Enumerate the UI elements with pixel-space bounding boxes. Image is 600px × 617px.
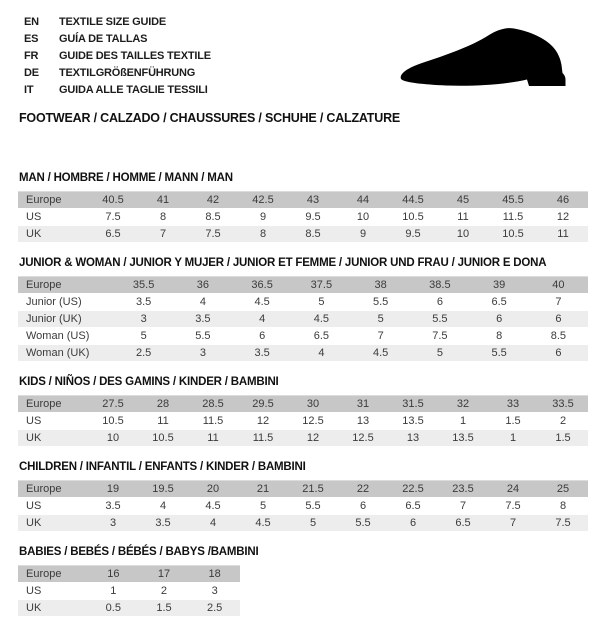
language-label: GUÍA DE TALLAS [59,33,148,45]
size-cell: 24 [488,481,538,498]
size-cell: 12 [288,430,338,447]
size-cell: 5.5 [470,345,529,362]
table-row [18,277,588,294]
size-cell: 4.5 [292,311,351,328]
size-cell: 44 [338,192,388,209]
size-cell: 6.5 [292,328,351,345]
size-cell: 6.5 [388,498,438,515]
size-cell: 42 [188,192,238,209]
size-cell: 3 [173,345,232,362]
dress-shoe-icon [393,24,585,96]
size-cell: 3.5 [233,345,292,362]
size-cell: 35.5 [114,277,173,294]
row-label: US [18,209,88,226]
size-cell: 6 [388,515,438,532]
size-cell: 22 [338,481,388,498]
size-cell: 12.5 [288,413,338,430]
size-cell: 6 [233,328,292,345]
size-cell: 4 [292,345,351,362]
language-code: EN [24,16,39,28]
size-cell: 5 [114,328,173,345]
size-cell: 1.5 [488,413,538,430]
language-label: GUIDA ALLE TAGLIE TESSILI [59,84,208,96]
table-row [18,311,588,328]
size-cell: 41 [138,192,188,209]
table-row [18,328,588,345]
table-row [18,413,588,430]
size-cell: 12.5 [338,430,388,447]
table-title-kids: KIDS / NIÑOS / DES GAMINS / KINDER / BAMBINI [19,376,279,388]
size-section-babies [18,546,588,617]
size-cell: 12 [538,209,588,226]
size-cell: 3.5 [173,311,232,328]
size-cell: 10.5 [88,413,138,430]
size-cell: 11.5 [238,430,288,447]
size-cell: 19 [88,481,138,498]
size-cell: 5 [238,498,288,515]
size-cell: 6 [470,311,529,328]
size-cell: 6 [410,294,469,311]
size-cell: 10.5 [388,209,438,226]
dress-shoe-silhouette [401,28,566,86]
table-row [18,430,588,447]
size-cell: 42.5 [238,192,288,209]
size-cell: 31.5 [388,396,438,413]
size-cell: 6 [529,345,588,362]
size-cell: 13 [388,430,438,447]
size-cell: 8.5 [288,226,338,243]
size-cell: 11 [188,430,238,447]
size-cell: 7 [138,226,188,243]
size-cell: 7 [488,515,538,532]
row-label: Europe [18,192,88,209]
size-cell: 6 [529,311,588,328]
size-cell: 9.5 [388,226,438,243]
size-cell: 43 [288,192,338,209]
size-cell: 5 [410,345,469,362]
size-cell: 3.5 [88,498,138,515]
size-cell: 7 [438,498,488,515]
language-label: TEXTILGRÖßENFÜHRUNG [59,67,196,79]
size-cell: 30 [288,396,338,413]
size-cell: 1.5 [139,600,190,617]
size-cell: 3.5 [114,294,173,311]
size-cell: 10 [338,209,388,226]
size-cell: 17 [139,566,190,583]
row-label: Woman (US) [18,328,114,345]
table-row [18,600,240,617]
language-code: FR [24,50,39,62]
category-title: FOOTWEAR / CALZADO / CHAUSSURES / SCHUHE / CALZATURE [19,111,401,125]
size-cell: 11 [538,226,588,243]
size-cell: 11 [138,413,188,430]
table-row [18,481,588,498]
row-label: Europe [18,277,114,294]
size-cell: 8 [470,328,529,345]
size-section-man [18,172,588,243]
size-cell: 5 [288,515,338,532]
size-cell: 7.5 [188,226,238,243]
table-title-junior-woman: JUNIOR & WOMAN / JUNIOR Y MUJER / JUNIOR ET FEMME / JUNIOR UND FRAU / JUNIOR E DONA [19,257,547,269]
table-title-babies: BABIES / BEBÉS / BÉBÉS / BABYS /BAMBINI [19,546,259,558]
size-cell: 7.5 [488,498,538,515]
size-cell: 3 [88,515,138,532]
row-label: Europe [18,566,88,583]
size-cell: 3 [189,583,240,600]
size-cell: 5.5 [410,311,469,328]
size-cell: 7.5 [410,328,469,345]
table-row [18,192,588,209]
size-cell: 5.5 [351,294,410,311]
row-label: US [18,413,88,430]
size-cell: 16 [88,566,139,583]
table-row [18,515,588,532]
size-cell: 2 [538,413,588,430]
size-cell: 8.5 [188,209,238,226]
size-cell: 25 [538,481,588,498]
size-cell: 5.5 [338,515,388,532]
size-cell: 7.5 [88,209,138,226]
size-section-junior-woman [18,257,588,362]
size-cell: 38.5 [410,277,469,294]
table-row [18,226,588,243]
size-cell: 45 [438,192,488,209]
table-row [18,583,240,600]
size-cell: 13.5 [438,430,488,447]
size-cell: 4 [188,515,238,532]
size-section-children [18,461,588,532]
size-cell: 10 [438,226,488,243]
size-cell: 7 [529,294,588,311]
language-code: IT [24,84,34,96]
size-cell: 9.5 [288,209,338,226]
size-cell: 29.5 [238,396,288,413]
size-cell: 20 [188,481,238,498]
size-cell: 4.5 [351,345,410,362]
size-cell: 28.5 [188,396,238,413]
size-table-kids [18,395,588,447]
size-table-babies [18,565,240,617]
size-cell: 46 [538,192,588,209]
language-code: ES [24,33,39,45]
size-cell: 45.5 [488,192,538,209]
size-cell: 5.5 [173,328,232,345]
size-cell: 23.5 [438,481,488,498]
row-label: Europe [18,396,88,413]
size-cell: 11.5 [188,413,238,430]
size-cell: 3 [114,311,173,328]
size-cell: 36 [173,277,232,294]
size-cell: 6.5 [88,226,138,243]
size-table-junior-woman [18,276,588,362]
size-cell: 8 [238,226,288,243]
size-table-man [18,191,588,243]
size-cell: 2.5 [189,600,240,617]
row-label: UK [18,226,88,243]
size-cell: 19.5 [138,481,188,498]
size-cell: 44.5 [388,192,438,209]
size-cell: 4.5 [238,515,288,532]
size-cell: 4.5 [233,294,292,311]
row-label: Europe [18,481,88,498]
size-cell: 33.5 [538,396,588,413]
size-cell: 21 [238,481,288,498]
size-cell: 7.5 [538,515,588,532]
size-cell: 38 [351,277,410,294]
table-title-children: CHILDREN / INFANTIL / ENFANTS / KINDER / BAMBINI [19,461,306,473]
size-cell: 8 [538,498,588,515]
language-label: GUIDE DES TAILLES TEXTILE [59,50,211,62]
row-label: US [18,498,88,515]
size-cell: 5 [292,294,351,311]
size-table-children [18,480,588,532]
size-cell: 31 [338,396,388,413]
size-cell: 2 [139,583,190,600]
size-cell: 11 [438,209,488,226]
size-cell: 12 [238,413,288,430]
language-code: DE [24,67,39,79]
size-cell: 10.5 [138,430,188,447]
size-cell: 11.5 [488,209,538,226]
size-cell: 21.5 [288,481,338,498]
size-cell: 28 [138,396,188,413]
row-label: Junior (US) [18,294,114,311]
table-row [18,209,588,226]
size-cell: 13 [338,413,388,430]
size-cell: 8.5 [529,328,588,345]
size-cell: 4 [173,294,232,311]
size-cell: 4.5 [188,498,238,515]
size-cell: 6 [338,498,388,515]
size-cell: 39 [470,277,529,294]
row-label: UK [18,430,88,447]
size-cell: 1 [438,413,488,430]
size-cell: 18 [189,566,240,583]
size-cell: 37.5 [292,277,351,294]
row-label: UK [18,600,88,617]
row-label: US [18,583,88,600]
size-cell: 8 [138,209,188,226]
row-label: UK [18,515,88,532]
size-cell: 4 [233,311,292,328]
size-cell: 10 [88,430,138,447]
row-label: Junior (UK) [18,311,114,328]
size-cell: 3.5 [138,515,188,532]
size-cell: 5.5 [288,498,338,515]
size-cell: 13.5 [388,413,438,430]
size-cell: 9 [338,226,388,243]
size-cell: 36.5 [233,277,292,294]
size-tables [18,172,588,617]
size-cell: 1.5 [538,430,588,447]
size-cell: 6.5 [438,515,488,532]
row-label: Woman (UK) [18,345,114,362]
size-cell: 40 [529,277,588,294]
size-cell: 4 [138,498,188,515]
table-row [18,345,588,362]
size-cell: 9 [238,209,288,226]
size-cell: 32 [438,396,488,413]
size-cell: 1 [88,583,139,600]
table-row [18,498,588,515]
table-row [18,566,240,583]
size-cell: 0.5 [88,600,139,617]
size-cell: 33 [488,396,538,413]
table-row [18,396,588,413]
size-cell: 6.5 [470,294,529,311]
size-cell: 7 [351,328,410,345]
size-cell: 22.5 [388,481,438,498]
size-cell: 40.5 [88,192,138,209]
language-label: TEXTILE SIZE GUIDE [59,16,167,28]
size-cell: 27.5 [88,396,138,413]
size-cell: 10.5 [488,226,538,243]
table-title-man: MAN / HOMBRE / HOMME / MANN / MAN [19,172,233,184]
size-section-kids [18,376,588,447]
size-cell: 5 [351,311,410,328]
size-cell: 2.5 [114,345,173,362]
table-row [18,294,588,311]
size-cell: 1 [488,430,538,447]
